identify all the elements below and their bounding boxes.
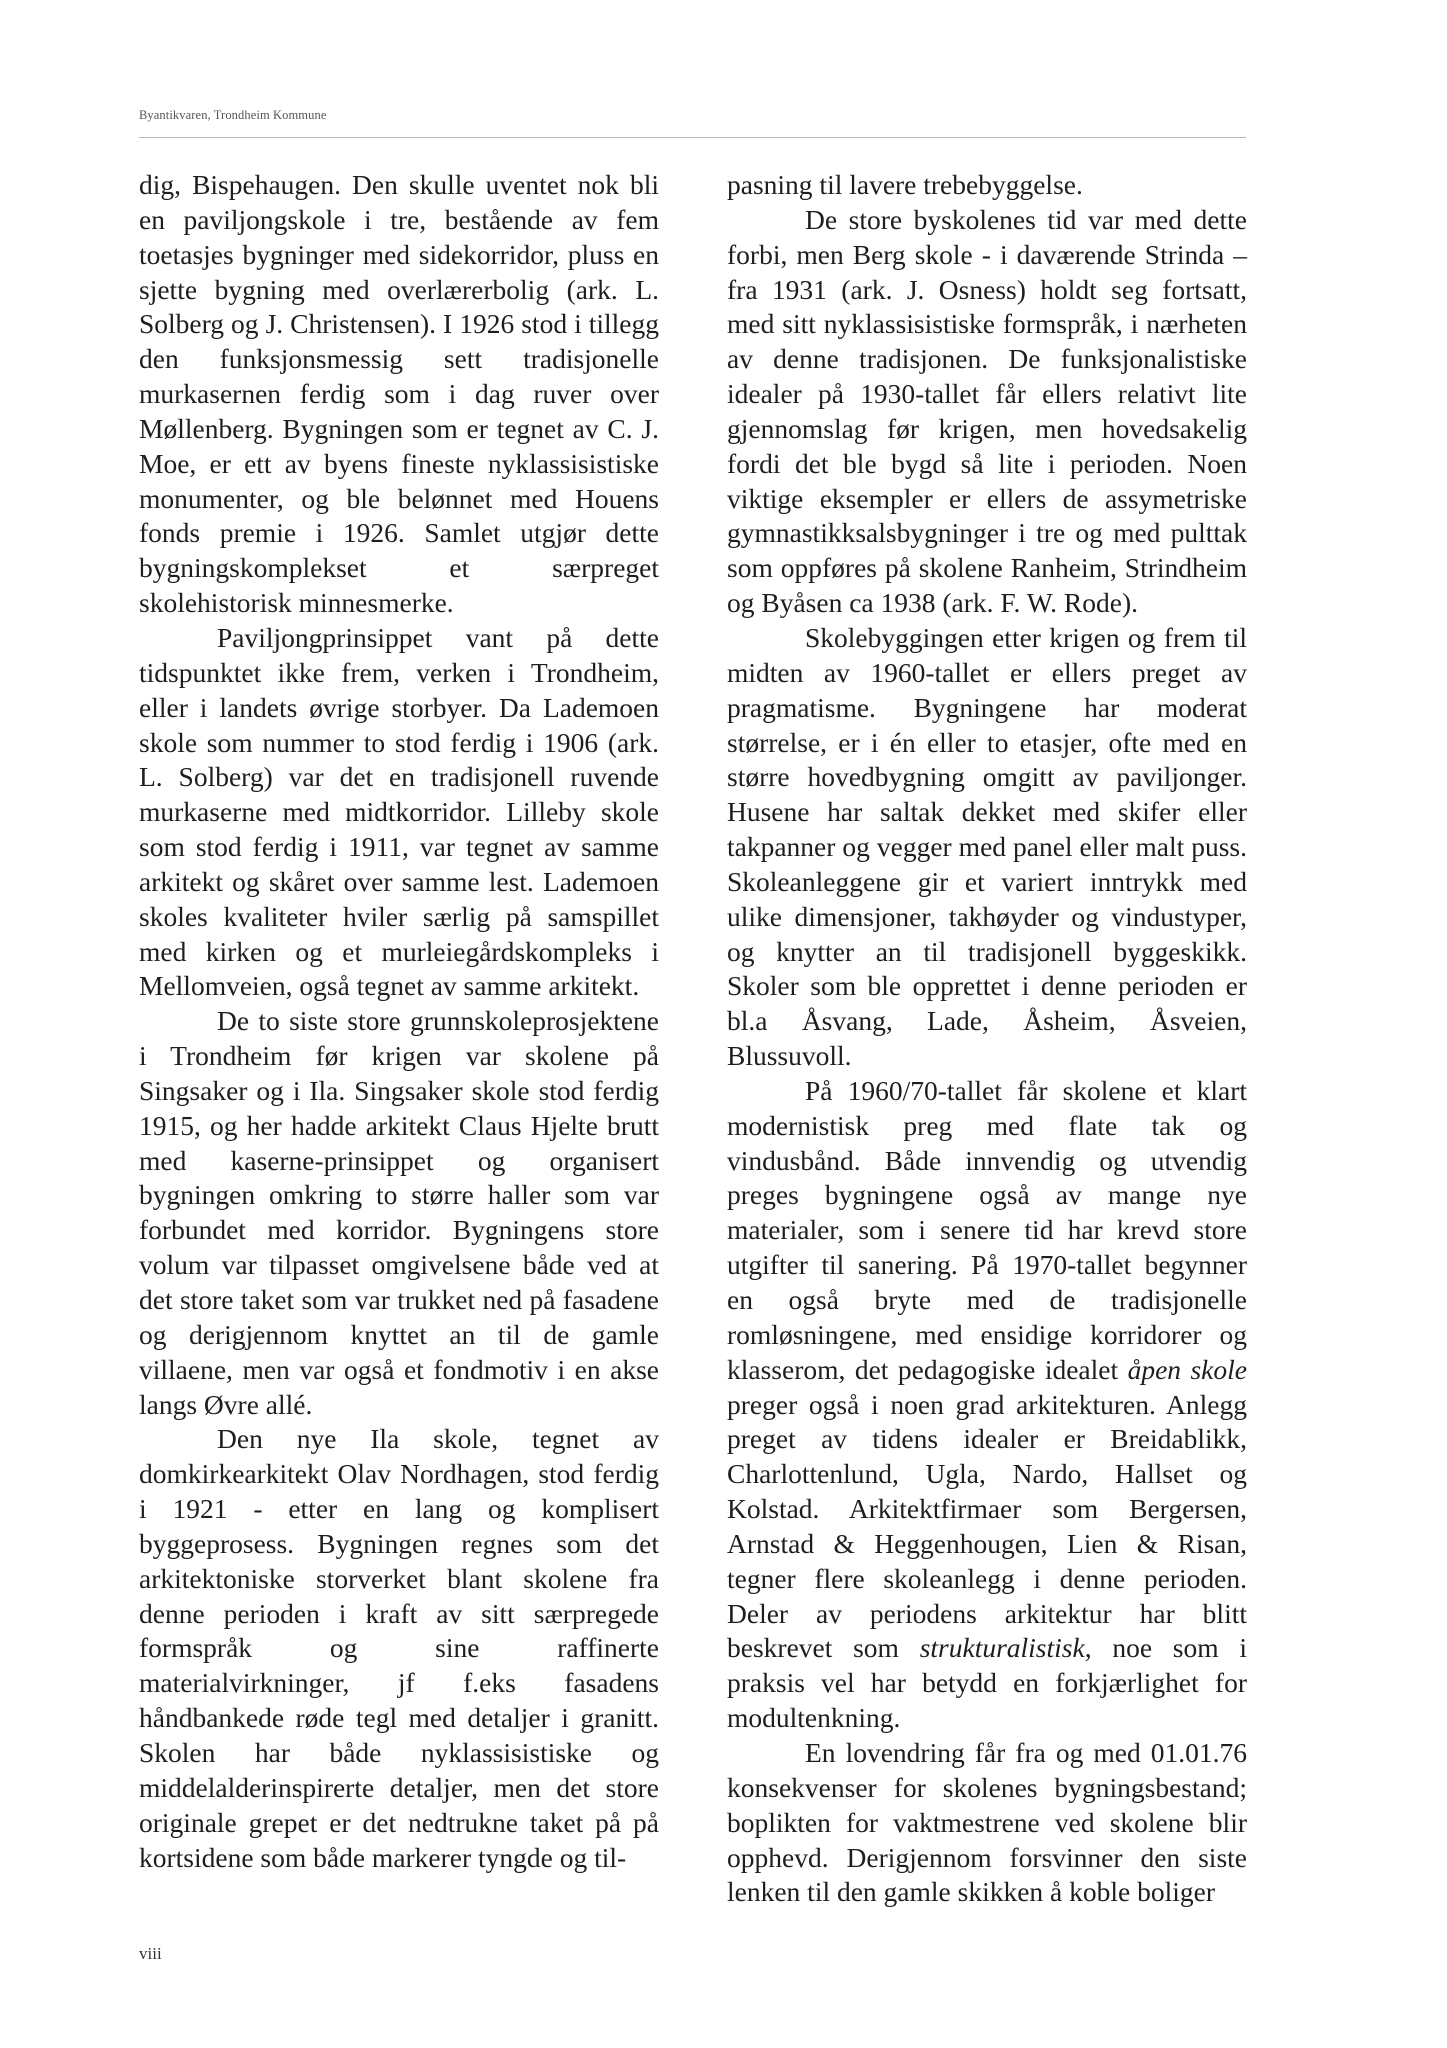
header-divider [139, 137, 1246, 138]
right-paragraph-3: Skolebyggingen etter krigen og frem til midten av 1960-tallet er ellers preget av pragmatisme. Bygningene har moderat størrelse, er i én eller to etasjer, ofte med en større hovedbygning omgitt av paviljonger. Husene har saltak dekket med skifer eller takpanner og vegger med panel eller malt puss. Skoleanleggene gir et variert inntrykk med ulike dimensjoner, takhøyder og vindustyper, og knytter an til tradisjonell byggeskikk. Skoler som ble opprettet i denne perioden er bl.a Åsvang, Lade, Åsheim, Åsveien, Blussuvoll. [727, 621, 1247, 1072]
italic-term-strukturalistisk: strukturalistisk [919, 1632, 1085, 1664]
left-column [139, 168, 659, 1875]
running-head: Byantikvaren, Trondheim Kommune [139, 108, 327, 122]
right-paragraph-5: En lovendring får fra og med 01.01.76 konsekvenser for skolenes bygningsbestand; boplikten for vaktmestrene ved skolene blir opphevd. Derigjennom forsvinner den siste lenken til den gamle skikken å koble boliger [727, 1736, 1247, 1908]
right-paragraph-2: De store byskolenes tid var med dette forbi, men Berg skole - i daværende Strinda – fra 1931 (ark. J. Osness) holdt seg fortsatt, med sitt nyklassisistiske formspråk, i nærheten av denne tradisjonen. De funksjonalistiske idealer på 1930-tallet får ellers relativt lite gjennomslag før krigen, men hovedsakelig fordi det ble bygd så lite i perioden. Noen viktige eksempler er ellers de assymetriske gymnastikksalsbygninger i tre og med pulttak som oppføres på skolene Ranheim, Strindheim og Byåsen ca 1938 (ark. F. W. Rode). [727, 203, 1247, 619]
left-paragraph-3: De to siste store grunnskoleprosjektene i Trondheim før krigen var skolene på Singsaker og i Ila. Singsaker skole stod ferdig 1915, og her hadde arkitekt Claus Hjelte brutt med kaserne-prinsippet og organisert bygningen omkring to større haller som var forbundet med korridor. Bygningens store volum var tilpasset omgivelsene både ved at det store taket som var trukket ned på fasadene og derigjennom knyttet an til de gamle villaene, men var også et fondmotiv i en akse langs Øvre allé. [139, 1005, 659, 1420]
page-number: viii [139, 1944, 162, 1963]
right-paragraph-4 [727, 1074, 1247, 1736]
right-paragraph-1: pasning til lavere trebebyggelse. [727, 169, 1083, 200]
left-paragraph-1: dig, Bispehaugen. Den skulle uventet nok bli en paviljongskole i tre, bestående av fem toetasjes bygninger med sidekorridor, pluss en sjette bygning med overlærerbolig (ark. L. Solberg og J. Christensen). I 1926 stod i tillegg den funksjonsmessig sett tradisjonelle murkasernen ferdig som i dag ruver over Møllenberg. Bygningen som er tegnet av C. J. Moe, er ett av byens fineste nyklassisistiske monumenter, og ble belønnet med Houens fonds premie i 1926. Samlet utgjør dette bygningskomplekset et særpreget skolehistorisk minnesmerke. [139, 169, 659, 619]
right-paragraph-4-text-c: , noe som i praksis vel har betydd en forkjærlighet for modultenkning. [727, 1632, 1247, 1734]
right-paragraph-4-text-b: preger også i noen grad arkitekturen. Anlegg preget av tidens idealer er Breidablikk, Charlottenlund, Ugla, Nardo, Hallset og Kolstad. Arkitektfirmaer som Bergersen, Arnstad & Heggenhougen, Lien & Risan, tegner flere skoleanlegg i denne perioden. Deler av periodens arkitektur har blitt beskrevet som [727, 1388, 1247, 1664]
left-paragraph-4: Den nye Ila skole, tegnet av domkirkearkitekt Olav Nordhagen, stod ferdig i 1921 - etter en lang og komplisert byggeprosess. Bygningen regnes som det arkitektoniske storverket blant skolene fra denne perioden i kraft av sitt særpregede formspråk og sine raffinerte materialvirkninger, jf f.eks fasadens håndbankede røde tegl med detaljer i granitt. Skolen har både nyklassisistiske og middelalderinspirerte detaljer, men det store originale grepet er det nedtrukne taket på på kortsidene som både markerer tyngde og til- [139, 1423, 659, 1873]
italic-term-apen-skole: åpen skole [1127, 1353, 1247, 1385]
right-column [727, 168, 1247, 1910]
right-paragraph-4-text-a: På 1960/70-tallet får skolene et klart modernistisk preg med flate tak og vindusbånd. Både innvendig og utvendig preges bygningene også av mange nye materialer, som i senere tid har krevd store utgifter til sanering. På 1970-tallet begynner en også bryte med de tradisjonelle romløsningene, med ensidige korridorer og klasserom, det pedagogiske idealet [727, 1074, 1247, 1385]
left-paragraph-2: Paviljongprinsippet vant på dette tidspunktet ikke frem, verken i Trondheim, eller i landets øvrige storbyer. Da Lademoen skole som nummer to stod ferdig i 1906 (ark. L. Solberg) var det en tradisjonell ruvende murkaserne med midtkorridor. Lilleby skole som stod ferdig i 1911, var tegnet av samme arkitekt og skåret over samme lest. Lademoen skoles kvaliteter hviler særlig på samspillet med kirken og et murleiegårdskompleks i Mellomveien, også tegnet av samme arkitekt. [139, 621, 659, 1002]
